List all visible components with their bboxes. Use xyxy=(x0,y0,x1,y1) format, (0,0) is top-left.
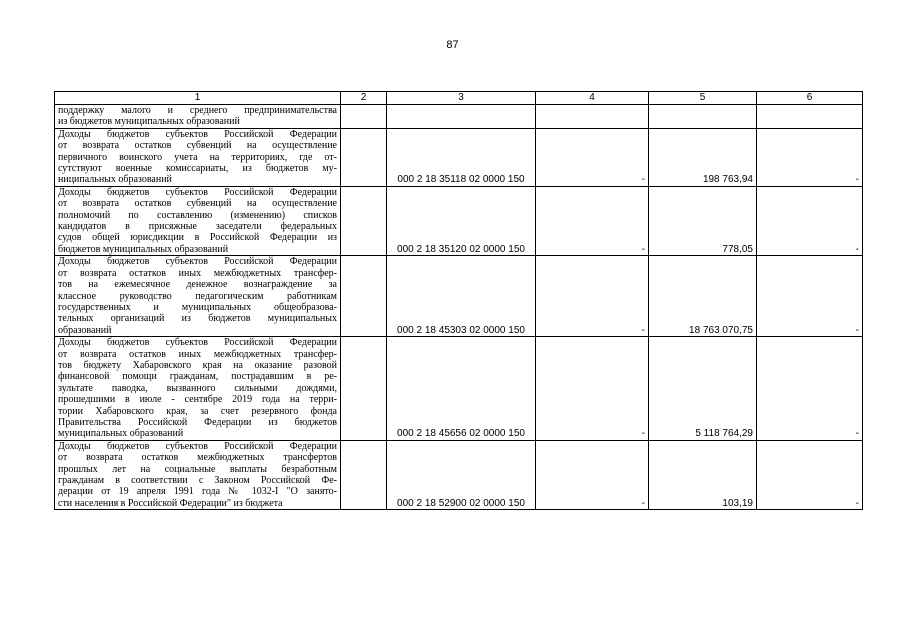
description-line: из бюджетов муниципальных образований xyxy=(58,116,240,128)
description-line: Доходы бюджетов субъектов Российской Федерации xyxy=(58,256,337,268)
description-line: от возврата остатков субвенций на осуществление xyxy=(58,140,337,152)
description-line: тов на ежемесячное денежное вознаграждение за xyxy=(58,279,337,291)
header-col-3: 3 xyxy=(387,92,536,105)
budget-table xyxy=(54,91,863,510)
description-line: зультате паводка, вызванного сильными дождями, xyxy=(58,382,337,394)
table-row xyxy=(55,256,863,337)
description-line: классное руководство педагогическим работникам xyxy=(58,290,337,302)
row-budget-code: 000 2 18 35120 02 0000 150 xyxy=(387,186,536,255)
description-line: полномочий по составлению (изменению) списков xyxy=(58,209,337,221)
description-line: прошлых лет на социальные выплаты безработным xyxy=(58,463,337,475)
description-line: Доходы бюджетов субъектов Российской Федерации xyxy=(58,186,337,198)
row-col-6 xyxy=(757,105,863,129)
row-budget-code: 000 2 18 35118 02 0000 150 xyxy=(387,128,536,186)
row-budget-code: 000 2 18 52900 02 0000 150 xyxy=(387,440,536,509)
description-line: Доходы бюджетов субъектов Российской Федерации xyxy=(58,440,337,452)
row-description xyxy=(55,186,341,255)
row-amount: 5 118 764,29 xyxy=(649,337,757,441)
row-col-4: - xyxy=(536,440,649,509)
page-number: 87 xyxy=(446,39,459,51)
row-description xyxy=(55,337,341,441)
row-col-4: - xyxy=(536,128,649,186)
description-line: Правительства Российской Федерации из бюджетов xyxy=(58,416,337,428)
description-line: тов бюджету Хабаровского края на оказание разовой xyxy=(58,359,337,371)
description-line: тории Хабаровского края, за счет резервного фонда xyxy=(58,405,337,417)
row-col-6: - xyxy=(757,440,863,509)
description-line: от возврата остатков субвенций на осуществление xyxy=(58,198,337,210)
row-col-6: - xyxy=(757,128,863,186)
row-description xyxy=(55,105,341,129)
row-col-2 xyxy=(341,337,387,441)
row-amount: 18 763 070,75 xyxy=(649,256,757,337)
description-line: от возврата остатков иных межбюджетных трансфер- xyxy=(58,267,337,279)
description-line: первичного воинского учета на территориях, где от- xyxy=(58,151,337,163)
description-line: судов общей юрисдикции в Российской Федерации из xyxy=(58,232,337,244)
description-line: кандидатов в присяжные заседатели федеральных xyxy=(58,221,337,233)
row-budget-code: 000 2 18 45656 02 0000 150 xyxy=(387,337,536,441)
description-line: поддержку малого и среднего предпринимательства xyxy=(58,105,337,116)
description-line: гражданам в соответствии с Законом Российской Фе- xyxy=(58,475,337,486)
description-line: Доходы бюджетов субъектов Российской Федерации xyxy=(58,128,337,140)
row-amount: 198 763,94 xyxy=(649,128,757,186)
description-line: муниципальных образований xyxy=(58,428,184,440)
header-col-6: 6 xyxy=(757,92,863,105)
row-col-2 xyxy=(341,256,387,337)
row-col-6: - xyxy=(757,337,863,441)
description-line: сутствуют военные комиссариаты, из бюджетов му- xyxy=(58,163,337,175)
description-line: от возврата остатков межбюджетных трансфертов xyxy=(58,452,337,464)
description-line: бюджетов муниципальных образований xyxy=(58,243,229,255)
description-line: Доходы бюджетов субъектов Российской Федерации xyxy=(58,337,337,349)
row-col-6: - xyxy=(757,256,863,337)
row-col-4: - xyxy=(536,186,649,255)
header-col-4: 4 xyxy=(536,92,649,105)
header-row xyxy=(55,92,863,105)
row-col-2 xyxy=(341,440,387,509)
table-row xyxy=(55,186,863,255)
row-col-4 xyxy=(536,105,649,129)
row-col-6: - xyxy=(757,186,863,255)
row-description xyxy=(55,440,341,509)
table-row xyxy=(55,337,863,441)
description-line: государственных и муниципальных общеобразова- xyxy=(58,301,337,313)
table-row xyxy=(55,105,863,129)
row-description xyxy=(55,128,341,186)
table-row xyxy=(55,128,863,186)
row-budget-code: 000 2 18 45303 02 0000 150 xyxy=(387,256,536,337)
row-amount: 103,19 xyxy=(649,440,757,509)
header-col-1: 1 xyxy=(55,92,341,105)
row-col-4: - xyxy=(536,256,649,337)
table-row xyxy=(55,440,863,509)
row-col-4: - xyxy=(536,337,649,441)
row-col-2 xyxy=(341,128,387,186)
row-amount: 778,05 xyxy=(649,186,757,255)
description-line: сти населения в Российской Федерации" из бюджета xyxy=(58,497,283,509)
description-line: дерации от 19 апреля 1991 года № 1032-I "О занято- xyxy=(58,486,337,498)
row-amount xyxy=(649,105,757,129)
row-description xyxy=(55,256,341,337)
row-col-2 xyxy=(341,105,387,129)
description-line: от возврата остатков иных межбюджетных трансфер- xyxy=(58,348,337,360)
row-col-2 xyxy=(341,186,387,255)
description-line: финансовой помощи гражданам, пострадавшим в ре- xyxy=(58,371,337,383)
description-line: образований xyxy=(58,324,112,336)
header-col-5: 5 xyxy=(649,92,757,105)
description-line: тельных организаций из бюджетов муниципальных xyxy=(58,313,337,325)
row-budget-code xyxy=(387,105,536,129)
header-col-2: 2 xyxy=(341,92,387,105)
description-line: прошедшими в июле - сентябре 2019 года на терри- xyxy=(58,394,337,406)
description-line: ниципальных образований xyxy=(58,174,172,186)
